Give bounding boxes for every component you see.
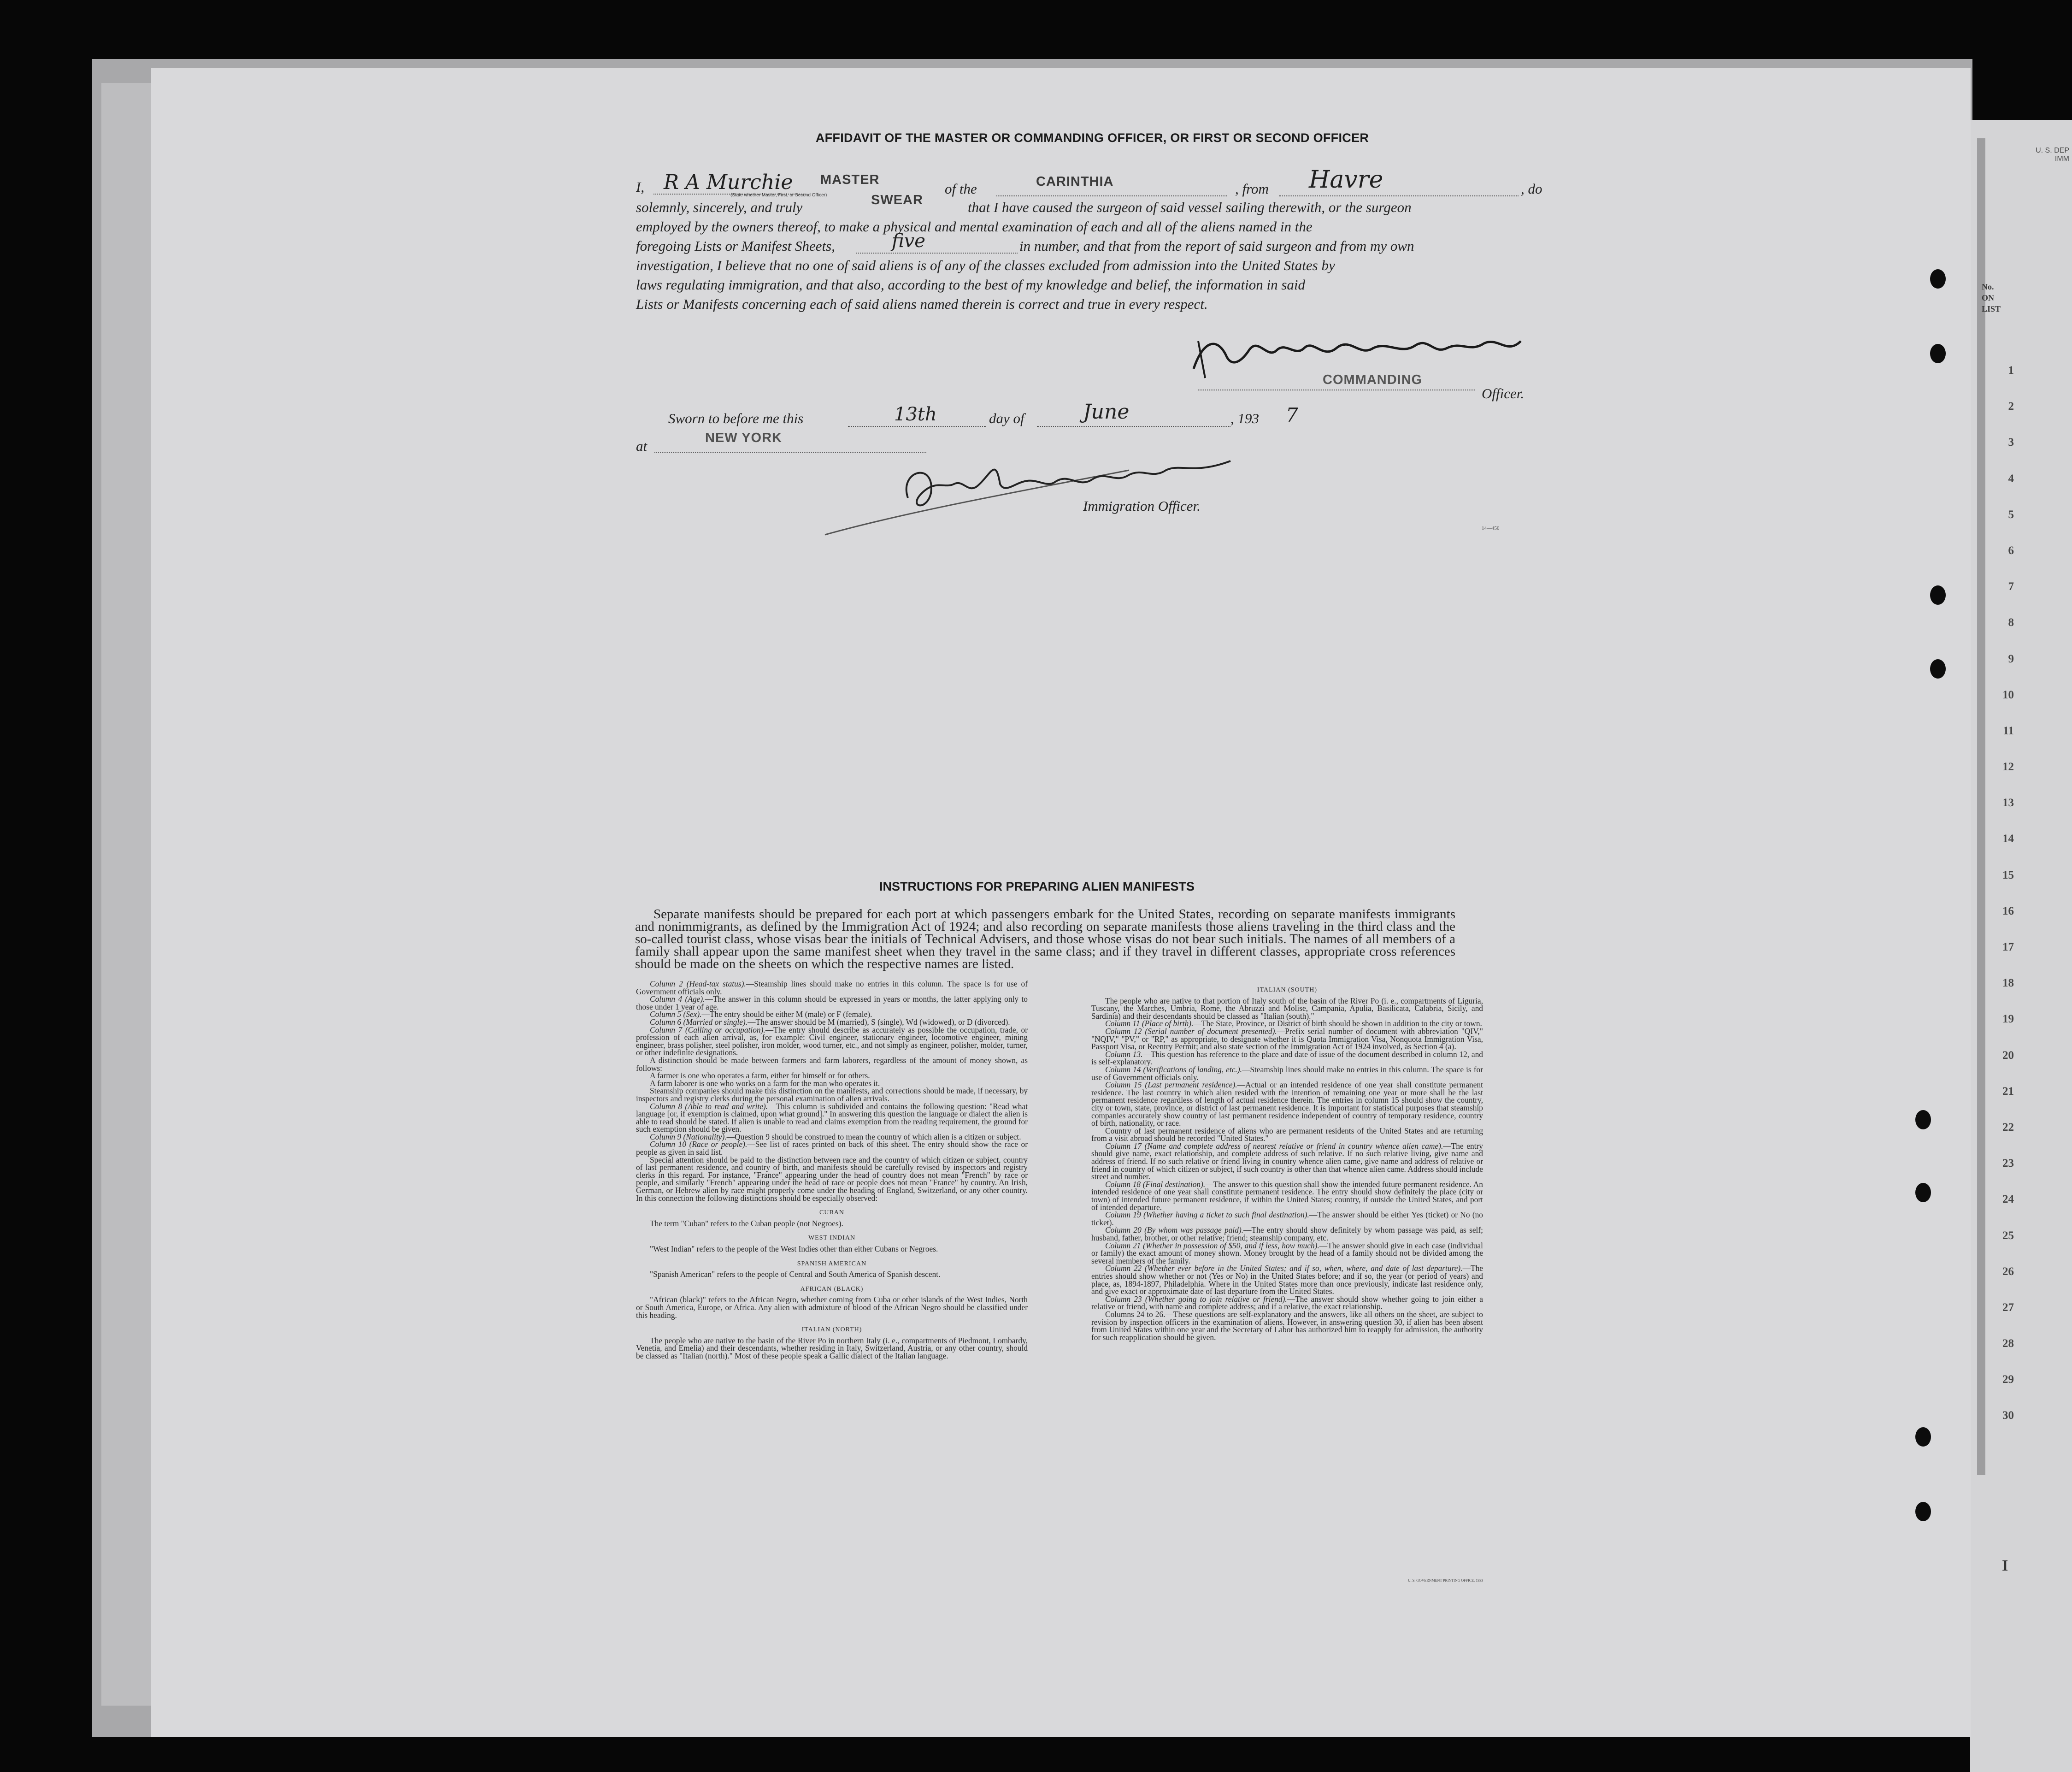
adjacent-sheet-margin — [1977, 138, 1985, 1475]
instruction-paragraph — [1091, 1311, 1483, 1341]
instruction-paragraph — [1091, 1127, 1483, 1142]
instruction-paragraph — [636, 1057, 1028, 1072]
section-heading: WEST INDIAN — [808, 1234, 856, 1242]
column-caption: Column 8 (Able to read and write). — [650, 1101, 768, 1111]
column-caption: Column 19 (Whether having a ticket to such final destination). — [1105, 1210, 1309, 1220]
instruction-text: —The answer in this column should be expressed in years or months, the latter applying only to those under 1 year of age. — [636, 994, 1028, 1011]
instruction-paragraph — [1091, 1264, 1483, 1295]
day-handwritten: 13th — [894, 404, 937, 425]
oath-stamp: SWEAR — [871, 193, 923, 207]
instruction-text: "West Indian" refers to the people of the West Indies other than either Cubans or Negroes. — [650, 1244, 938, 1253]
sworn-text: Sworn to before me this — [668, 410, 804, 426]
column-caption: Column 11 (Place of birth). — [1105, 1019, 1194, 1028]
sheets-handwritten: five — [892, 230, 925, 252]
year-prefix: , 193 — [1230, 410, 1259, 426]
at-text: at — [636, 438, 648, 454]
day-blank — [848, 426, 986, 427]
section-heading: AFRICAN (BLACK) — [800, 1285, 864, 1293]
column-caption: Column 23 (Whether going to join relative or friend). — [1105, 1294, 1287, 1304]
column-caption: Column 15 (Last permanent residence). — [1105, 1080, 1237, 1090]
column-caption: Column 18 (Final destination). — [1105, 1179, 1206, 1189]
port-handwritten: Havre — [1309, 166, 1383, 194]
signer-handwritten: R A Murchie — [664, 171, 793, 194]
instruction-paragraph — [636, 1103, 1028, 1133]
affidavit-line-2a: solemnly, sincerely, and truly — [636, 199, 803, 215]
affidavit-line-7: Lists or Manifests concerning each of said aliens named therein is correct and true in every respect. — [636, 296, 1208, 312]
instruction-paragraph — [1091, 1028, 1483, 1051]
instruction-text: —Steamship lines should make no entries in this column. The space is for use of Government officials only. — [636, 979, 1028, 996]
instruction-paragraph — [1091, 1242, 1483, 1265]
rank-caption: (State whether Master, First, or Second Officer) — [730, 193, 827, 198]
line-number: 9 — [2008, 652, 2014, 665]
instruction-text: "Spanish American" refers to the people of Central and South America of Spanish descent. — [650, 1270, 941, 1279]
section-heading: ITALIAN (NORTH) — [801, 1326, 862, 1334]
line-number: 29 — [2002, 1373, 2014, 1386]
label-line: ON — [1982, 293, 1994, 302]
line-number: 27 — [2002, 1301, 2014, 1314]
line-number: 18 — [2002, 977, 2014, 990]
column-caption: Column 5 (Sex). — [650, 1010, 702, 1019]
line-number: 8 — [2008, 616, 2014, 629]
instruction-paragraph — [636, 995, 1028, 1010]
instruction-text: —This column is subdivided and contains the following question: "Read what language [or, if exemption is claimed, upon what ground]." In answering this question the language or dialect the alien is able to read should be stated. If alien is unable to read and claims exemption from the reading requirement, the ground for such exemption should be given. — [636, 1101, 1028, 1134]
line-number: 22 — [2002, 1121, 2014, 1134]
line-number: 19 — [2002, 1013, 2014, 1026]
instruction-paragraph — [1091, 1181, 1483, 1211]
line-number: 5 — [2008, 508, 2014, 521]
line-number: 16 — [2002, 904, 2014, 917]
line-number: 24 — [2002, 1193, 2014, 1206]
instruction-paragraph — [1091, 1051, 1483, 1066]
line-number: 10 — [2002, 688, 2014, 701]
section-heading: SPANISH AMERICAN — [797, 1260, 867, 1267]
do-text: , do — [1521, 181, 1542, 197]
instructions-title: INSTRUCTIONS FOR PREPARING ALIEN MANIFESTS — [879, 880, 1195, 893]
binder-hole — [1915, 1110, 1931, 1129]
line-number: 4 — [2008, 472, 2014, 485]
instruction-text: A distinction should be made between farmers and farm laborers, regardless of the amount of money shown, as follows: — [636, 1055, 1028, 1073]
of-the-text: of the — [945, 181, 977, 197]
instruction-paragraph — [636, 1245, 1028, 1253]
instruction-text: —The answer should be M (married), S (single), Wd (widowed), or D (divorced). — [748, 1017, 1010, 1027]
header-line: U. S. DEP — [2036, 147, 2069, 154]
instruction-text: —The answer should give in each case (individual or family) the exact amount of money shown. Money brought by the head of a family should not be divided among the several members of the family. — [1091, 1240, 1483, 1265]
immigration-officer-signature — [816, 443, 1249, 544]
vessel-blank — [996, 195, 1227, 196]
instruction-text: —The entry should show definitely by whom passage was paid, as self; husband, father, brother, or other relative; friend; steamship company, etc. — [1091, 1225, 1483, 1242]
instruction-text: —This question has reference to the place and date of issue of the document described in column 12, and is self-explanatory. — [1091, 1049, 1483, 1067]
instruction-text: —Steamship lines should make no entries in this column. The space is for use of Government officials only. — [1091, 1064, 1483, 1082]
instruction-text: —The entry should describe as accurately as possible the occupation, trade, or profession of each alien arrival, as, for example: Civil engineer, stationary engineer, locomotive engineer, mining engineer, brass polisher, steel polisher, iron molder, wood turner, etc., and not simply as engineer, polisher, molder, turner, or other indefinite designations. — [636, 1025, 1028, 1057]
column-caption: Column 2 (Head-tax status). — [650, 979, 746, 988]
instruction-text: —The answer to this question shall show the intended future permanent residence. An intended residence of one year shall constitute permanent residence. The entry should show definitely the place (city or town) of intended future permanent residence, if within the United States; country, if outside the United States, and port of intended departure. — [1091, 1179, 1483, 1212]
instructions-left-column — [636, 980, 1028, 1360]
instruction-paragraph — [636, 980, 1028, 995]
instruction-text: Special attention should be paid to the distinction between race and the country of which citizen or subject, country of last permanent residence, and country of birth, and manifests should be carefully revised by inspectors and registry clerks in this regard. For instance, "France" appearing under the head of country does not mean "French" by race or people, and similarly "French" appearing under the head of race or people does not mean "France" by country. An Irish, German, or Hebrew alien by race might properly come under the heading of England, Switzerland, or any other country. In this connection the following distinctions should be especially observed: — [636, 1155, 1028, 1203]
line-number: 1 — [2008, 364, 2014, 377]
line-number: 7 — [2008, 580, 2014, 593]
vessel-stamp: CARINTHIA — [1036, 174, 1114, 189]
instruction-text: —See list of races printed on back of this sheet. The entry should show the race or people as given in said list. — [636, 1140, 1028, 1157]
line-number: 14 — [2002, 833, 2014, 845]
instruction-text: —Actual or an intended residence of one year shall constitute permanent residence. The last country in which alien resided with the intention of remaining one year or more shall be the last permanent residence regardless of length of actual residence therein. The entries in column 15 should show the country, city or town, state, province, or district of last permanent residence. It is important for statistical purposes that steamship companies accurately show country of last permanent residence independent of country of temporary residence, country of birth, nationality, or race. — [1091, 1080, 1483, 1128]
column-caption: Column 20 (By whom was passage paid). — [1105, 1225, 1244, 1235]
instruction-paragraph — [1091, 1211, 1483, 1226]
affidavit-i: I, — [636, 179, 645, 195]
binder-hole — [1915, 1502, 1931, 1521]
instruction-paragraph — [636, 1140, 1028, 1156]
instruction-paragraph — [1091, 1066, 1483, 1081]
instruction-paragraph — [636, 1087, 1028, 1102]
instruction-text: A farmer is one who operates a farm, either for himself or for others. — [650, 1071, 870, 1081]
instruction-paragraph — [636, 1337, 1028, 1360]
form-number: 14—450 — [1482, 526, 1500, 531]
column-caption: Column 13. — [1105, 1049, 1143, 1059]
line-number: 25 — [2002, 1229, 2014, 1242]
affidavit-line-6: laws regulating immigration, and that also, according to the best of my knowledge and belief, the information in said — [636, 277, 1306, 293]
printer-imprint: U. S. GOVERNMENT PRINTING OFFICE: 1933 — [1408, 1578, 1483, 1583]
affidavit-line-4a: foregoing Lists or Manifest Sheets, — [636, 238, 835, 254]
column-caption: Column 14 (Verifications of landing, etc.). — [1105, 1064, 1242, 1074]
instruction-text: —The answer should show whether going to join either a relative or friend, with name and complete address; and if a relative, the exact relationship. — [1091, 1294, 1483, 1311]
binder-hole — [1915, 1427, 1931, 1447]
instruction-text: —The State, Province, or District of birth should be shown in addition to the city or town. — [1193, 1019, 1482, 1028]
affidavit-line-5: investigation, I believe that no one of said aliens is of any of the classes excluded from admission into the United States by — [636, 257, 1335, 273]
list-number-label — [1982, 281, 2009, 314]
line-number: 3 — [2008, 436, 2014, 449]
column-caption: Column 17 (Name and complete address of nearest relative or friend in country whence alien came). — [1105, 1141, 1443, 1151]
line-number-column — [1995, 364, 2014, 1446]
instruction-text: A farm laborer is one who works on a farm for the man who operates it. — [650, 1078, 880, 1088]
officer-label: Officer. — [1482, 385, 1525, 402]
adjacent-manifest-sheet — [1970, 120, 2072, 1772]
from-text: , from — [1235, 181, 1269, 197]
instruction-text: The term "Cuban" refers to the Cuban people (not Negroes). — [650, 1218, 843, 1228]
line-number: 17 — [2002, 941, 2014, 953]
line-number: 28 — [2002, 1337, 2014, 1350]
underlying-sheet-edge — [101, 83, 152, 1706]
column-caption: Column 10 (Race or people). — [650, 1140, 748, 1149]
instruction-paragraph — [1091, 1295, 1483, 1311]
adjacent-sheet-mark: I — [2002, 1557, 2008, 1574]
instruction-text: The people who are native to the basin of the River Po in northern Italy (i. e., compartments of Piedmont, Lombardy, Venetia, and Emelia) and their descendants, whether residing in Italy, Switzerland, Austria, or any other country, should be classed as "Italian (north)." Most of these people speak a Gallic dialect of the Italian language. — [636, 1335, 1028, 1360]
binder-hole — [1930, 585, 1946, 605]
line-number: 11 — [2003, 724, 2014, 737]
instruction-text: Country of last permanent residence of aliens who are permanent residents of the United States and are returning from a visit abroad should be recorded "United States." — [1091, 1126, 1483, 1143]
port-blank — [1279, 195, 1519, 196]
line-number: 26 — [2002, 1265, 2014, 1278]
month-blank — [1037, 426, 1230, 427]
instruction-paragraph — [1091, 1081, 1483, 1127]
instruction-text: —The answer should be either Yes (ticket) or No (no ticket). — [1091, 1210, 1483, 1227]
commanding-stamp: COMMANDING — [1323, 372, 1423, 387]
rank-stamp: MASTER — [820, 172, 880, 187]
instruction-paragraph — [636, 1220, 1028, 1228]
instructions-right-column — [1091, 979, 1483, 1341]
day-of-text: day of — [989, 410, 1024, 426]
instruction-text: Columns 24 to 26.—These questions are self-explanatory and the answers, like all others on the sheet, are subject to revision by inspection officers in the examination of aliens. However, in answering question 30, if alien has been absent from United States within one year and the Secretary of Labor has authorized him to reapply for admission, the authority for such reapplication should be given. — [1091, 1309, 1483, 1342]
sheets-blank — [856, 253, 1018, 254]
section-heading: ITALIAN (SOUTH) — [1257, 986, 1318, 993]
affidavit-line-3: employed by the owners thereof, to make a physical and mental examination of each and all of the aliens named in the — [636, 219, 1313, 235]
instruction-paragraph — [1091, 1142, 1483, 1181]
column-caption: Column 4 (Age). — [650, 994, 705, 1004]
instruction-paragraph — [636, 1270, 1028, 1278]
instruction-text: Steamship companies should make this distinction on the manifests, and corrections should be made, if necessary, by inspectors and registry clerks during the personal examination of alien arrivals. — [636, 1086, 1028, 1103]
instruction-text: The people who are native to that portion of Italy south of the basin of the River Po (i. e., compartments of Liguria, Tuscany, the Marches, Umbria, Rome, the Abruzzi and Molise, Campania, Apulia, Basilicata, Calabria, Sicily, and Sardinia) and their descendants should be classed as "Italian (south)." — [1091, 996, 1483, 1021]
instructions-intro: Separate manifests should be prepared for each port at which passengers embark for the United States, recording on separate manifests immigrants and nonimmigrants, as defined by the Immigration Act of 1924; and also recording on separate manifests those aliens traveling in the third class and the so-called tourist class, whose visas bear the initials of Technical Advisers, and those whose visas do not bear such initials. The names of all members of a family shall appear upon the same manifest sheet when they travel in the same class; and if they travel in different classes, appropriate cross references should be made on the sheets on which the respective names are listed. — [635, 907, 1455, 971]
binder-hole — [1930, 659, 1946, 679]
affidavit-line-2b: that I have caused the surgeon of said vessel sailing therewith, or the surgeon — [968, 199, 1412, 215]
column-caption: Column 9 (Nationality). — [650, 1132, 727, 1141]
instruction-text: —The entry should be either M (male) or F (female). — [701, 1010, 872, 1019]
instruction-text: —The entry should give name, exact relationship, and complete address of such relative. If no such relative living, give name and address of friend. If no such relative or friend living in country whence alien came, give name and address of relative or friend in country of which citizen or subject, if such country is other than that whence alien came. Address should include street and number. — [1091, 1141, 1483, 1181]
affidavit-line-4b: in number, and that from the report of said surgeon and from my own — [1019, 238, 1414, 254]
adjacent-sheet-header — [1977, 147, 2069, 163]
column-caption: Column 7 (Calling or occupation). — [650, 1025, 765, 1034]
instruction-paragraph — [1091, 1226, 1483, 1241]
year-handwritten: 7 — [1286, 404, 1298, 426]
label-line: LIST — [1982, 304, 2001, 313]
column-caption: Column 12 (Serial number of document presented). — [1105, 1026, 1277, 1036]
affidavit-title: AFFIDAVIT OF THE MASTER OR COMMANDING OFFICER, OR FIRST OR SECOND OFFICER — [815, 131, 1369, 145]
instruction-text: "African (black)" refers to the African Negro, whether coming from Cuba or other islands of the West Indies, North or South America, Europe, or Africa. Any alien with admixture of blood of the African Negro should be classified under this heading. — [636, 1295, 1028, 1320]
immigration-officer-label: Immigration Officer. — [1083, 498, 1201, 514]
section-heading: CUBAN — [819, 1209, 844, 1217]
line-number: 2 — [2008, 400, 2014, 413]
line-number: 6 — [2008, 544, 2014, 557]
place-stamp: NEW YORK — [705, 431, 782, 445]
column-caption: Column 22 (Whether ever before in the United States; and if so, when, where, and date of last departure). — [1105, 1264, 1463, 1273]
line-number: 13 — [2002, 797, 2014, 809]
binder-hole — [1930, 269, 1946, 289]
binder-hole — [1930, 344, 1946, 363]
month-handwritten: June — [1083, 400, 1130, 424]
column-caption: Column 6 (Married or single). — [650, 1017, 748, 1027]
instruction-paragraph — [636, 1156, 1028, 1202]
line-number: 15 — [2002, 868, 2014, 881]
line-number: 20 — [2002, 1049, 2014, 1062]
binder-hole — [1915, 1183, 1931, 1202]
column-caption: Column 21 (Whether in possession of $50, and if less, how much). — [1105, 1240, 1319, 1250]
line-number: 21 — [2002, 1085, 2014, 1098]
instruction-paragraph — [636, 1026, 1028, 1057]
line-number: 23 — [2002, 1157, 2014, 1170]
instruction-text: —Prefix serial number of document with abbreviation "QIV," "NQIV," "PV," or "RP," as appropriate, to designate whether it is Quota Immigration Visa, Nonquota Immigration Visa, Passport Visa, or Reentry Permit; and also state section of the Immigration Act of 1924 involved, as Section 4 (a). — [1091, 1026, 1483, 1051]
affidavit-page — [151, 68, 1971, 1737]
instruction-paragraph — [1091, 997, 1483, 1020]
header-line: IMM — [2054, 155, 2069, 163]
instruction-text: —The entries should show whether or not (Yes or No) in the United States before; and if so, the year (or period of years) and place, as, 1894-1897, Philadelphia. Where in the United States more than once previously, indicate last residence only, and give exact or approximate date of last departure from the United States. — [1091, 1264, 1483, 1296]
instruction-text: —Question 9 should be construed to mean the country of which alien is a citizen or subject. — [726, 1132, 1021, 1141]
label-line: No. — [1982, 282, 1994, 291]
line-number: 30 — [2002, 1409, 2014, 1422]
instruction-paragraph — [636, 1296, 1028, 1319]
line-number: 12 — [2002, 761, 2014, 774]
